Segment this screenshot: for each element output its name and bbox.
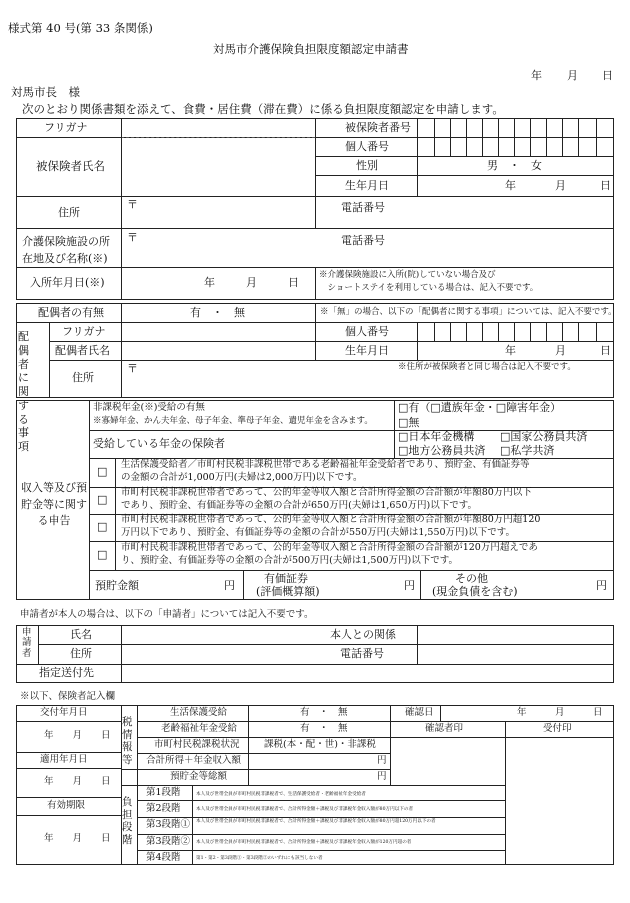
spouse-address-label: 住所	[72, 371, 94, 384]
has-pension-checkbox[interactable]: □有（□遺族年金・□障害年金）	[398, 401, 562, 414]
addressee: 対馬市長 様	[11, 85, 80, 99]
gender-options[interactable]: 男 ・ 女	[487, 159, 542, 172]
income-option-4-checkbox[interactable]: □	[97, 548, 108, 561]
insurer-national-civil-checkbox[interactable]: □国家公務員共済	[500, 430, 588, 443]
stage-3b-desc: 本人及び世帯全員が市町村民税非課税者で、合計所得金額＋課税及び非課税年金収入額が120万円超の者	[196, 840, 412, 845]
phone-field[interactable]	[420, 199, 610, 225]
income-option-2-line1: 市町村民税非課税世帯者であって、公的年金等収入額と合計所得金額の合計額が年額80万円以下	[121, 487, 532, 498]
insured-number-label: 被保険者番号	[345, 121, 411, 134]
agent-address-label: 住所	[70, 647, 92, 660]
insurer-japan-pension-checkbox[interactable]: □日本年金機構	[398, 430, 475, 443]
spouse-existence-label: 配偶者の有無	[38, 306, 104, 319]
header-month: 月	[567, 69, 578, 82]
stage-side-label: 負担段階	[122, 796, 133, 846]
pension-insurer-label: 受給している年金の保険者	[93, 437, 225, 450]
phone-label: 電話番号	[341, 201, 385, 214]
stage-2-name: 第2段階	[146, 803, 181, 814]
applicant-furigana-field[interactable]	[123, 120, 313, 135]
stage-3a-name: 第3段階①	[146, 819, 191, 830]
facility-phone-label: 電話番号	[341, 234, 385, 247]
income-option-2-checkbox[interactable]: □	[97, 493, 108, 506]
spouse-note: ※「無」の場合、以下の「配偶者に関する事項」については、記入不要です。	[320, 307, 617, 317]
spouse-birth-label: 生年月日	[345, 344, 389, 357]
pension-income-yen: 円	[377, 755, 387, 766]
other-label-2: (現金負債を含む)	[432, 585, 518, 598]
spouse-birth-year: 年	[505, 344, 516, 357]
no-pension-checkbox[interactable]: □無	[398, 416, 420, 429]
applicant-name-label: 被保険者氏名	[36, 159, 105, 173]
facility-address-field[interactable]	[140, 231, 312, 264]
confirmer-seal-label: 確認者印	[425, 723, 464, 734]
savings-label: 預貯金額	[95, 579, 139, 592]
valid-period-label: 有効期限	[47, 800, 86, 811]
admission-year: 年	[204, 276, 215, 289]
personal-number-label: 個人番号	[345, 140, 389, 153]
spouse-birth-day: 日	[600, 344, 611, 357]
facility-postal-mark: 〒	[127, 231, 138, 244]
stage-3a-desc: 本人及び世帯全員が市町村民税非課税者で、合計所得金額＋課税及び非課税年金収入額が80万円超120万円以下の者	[196, 819, 436, 824]
delivery-date-label: 交付年月日	[40, 707, 88, 718]
income-option-3-line2: 万円以下であり、預貯金、有価証券等の金額の合計が550万円(夫婦は1,550万円)以下です。	[121, 527, 515, 538]
insurer-local-civil-checkbox[interactable]: □地方公務員共済	[398, 444, 486, 457]
postal-mark: 〒	[127, 198, 138, 211]
income-option-1-checkbox[interactable]: □	[97, 465, 108, 478]
stage-3b-name: 第3段階②	[146, 836, 191, 847]
spouse-name-label: 配偶者氏名	[55, 344, 110, 357]
securities-label-1: 有価証券	[264, 572, 308, 585]
spouse-postal-mark: 〒	[127, 362, 138, 375]
income-option-3-checkbox[interactable]: □	[97, 520, 108, 533]
address-field[interactable]	[140, 199, 312, 225]
agent-relation-label: 本人との関係	[330, 628, 396, 641]
income-option-3-line1: 市町村民税非課税世帯者であって、公的年金等収入額と合計所得金額の合計額が年額80万円超120	[121, 514, 541, 525]
spouse-existence-options[interactable]: 有 ・ 無	[190, 306, 245, 319]
income-option-1-line2: の金額の合計が1,000万円(夫婦は2,000万円)以下です。	[121, 472, 363, 483]
securities-label-2: (評価概算額)	[256, 585, 320, 598]
securities-yen: 円	[404, 579, 415, 592]
spouse-birth-month: 月	[555, 344, 566, 357]
stage-2-desc: 本人及び世帯全員が市町村民税非課税者で、合計所得金額＋課税及び非課税年金収入額が80万円以下の者	[196, 807, 414, 812]
header-day: 日	[602, 69, 613, 82]
applicant-furigana-label: フリガナ	[44, 121, 88, 134]
stage-4-name: 第4段階	[146, 852, 181, 863]
income-option-2-line2: であり、預貯金、有価証券等の金額の合計が650万円(夫婦は1,650万円)以下です。	[121, 500, 477, 511]
stage-1-name: 第1段階	[146, 787, 181, 798]
income-option-1-line1: 生活保護受給者／市町村民税非課税世帯である老齢福祉年金受給者であり、預貯金、有価証券等	[121, 459, 530, 470]
nontax-pension-note: ※寡婦年金、かん夫年金、母子年金、準母子年金、遺児年金を含みます。	[93, 416, 373, 426]
insurer-section-label: ※以下、保険者記入欄	[20, 691, 116, 702]
birth-day: 日	[600, 179, 611, 192]
page-title: 対馬市介護保険負担限度額認定申請書	[213, 42, 409, 56]
nontax-pension-title: 非課税年金(※)受給の有無	[93, 402, 205, 413]
agent-note: 申請者が本人の場合は、以下の「申請者」については記入不要です。	[20, 609, 314, 620]
tax-status-label: 市町村民税課税状況	[154, 739, 240, 750]
admission-day: 日	[288, 276, 299, 289]
stage-1-desc: 本人及び世帯全員が市町村民税非課税者で、生活保護受給者・老齢福祉年金受給者	[196, 792, 366, 797]
birth-month: 月	[555, 179, 566, 192]
gender-label: 性別	[356, 159, 378, 172]
income-option-4-line1: 市町村民税非課税世帯者であって、公的年金等収入額と合計所得金額の合計額が120万円超えであ	[121, 542, 538, 553]
welfare-label: 生活保護受給	[170, 707, 228, 718]
birth-year: 年	[505, 179, 516, 192]
facility-note-line1: ※介護保険施設に入所(院)していない場合及び	[319, 270, 496, 280]
tax-status-value: 課税(本・配・世)・非課税	[264, 739, 376, 750]
agent-name-label: 氏名	[70, 628, 92, 641]
receiver-seal-label: 受付印	[543, 723, 572, 734]
header-year: 年	[531, 69, 542, 82]
income-option-4-line2: り、預貯金、有価証券等の金額の合計が500万円(夫婦は1,500万円)以下です。	[121, 555, 458, 566]
other-label-1: その他	[455, 572, 488, 585]
effective-ymd: 年 月 日	[44, 776, 111, 787]
oldage-pension-label: 老齢福祉年金受給	[161, 723, 238, 734]
stage-4-desc: 第1・第2・第3段階①・第3段階②のいずれにも該当しない者	[196, 856, 323, 861]
confirm-ymd: 年 月 日	[517, 707, 603, 718]
address-label: 住所	[58, 206, 80, 219]
income-side-label: 収入等及び預貯金等に関する申告	[21, 481, 87, 527]
destination-label: 指定送付先	[39, 666, 94, 679]
facility-note-line2: ショートステイを利用している場合は、記入不要です。	[319, 283, 539, 293]
spouse-side-label: 配偶者に関する事項	[18, 330, 29, 453]
confirm-date-label: 確認日	[405, 707, 434, 718]
valid-period-ymd: 年 月 日	[44, 833, 111, 844]
applicant-name-field[interactable]	[123, 140, 313, 194]
effective-date-label: 適用年月日	[40, 754, 88, 765]
agent-phone-label: 電話番号	[340, 647, 384, 660]
intro-text: 次のとおり関係書類を添えて、食費・居住費（滞在費）に係る負担限度額認定を申請します。	[22, 102, 504, 116]
welfare-options[interactable]: 有 ・ 無	[300, 707, 348, 718]
admission-date-label: 入所年月日(※)	[30, 276, 105, 289]
tax-info-side-label: 税情報等	[122, 716, 133, 766]
savings-total-yen: 円	[377, 771, 387, 782]
spouse-furigana-label: フリガナ	[62, 325, 106, 338]
savings-total-label: 預貯金等総額	[170, 771, 228, 782]
spouse-address-note: ※住所が被保険者と同じ場合は記入不要です。	[398, 362, 576, 372]
facility-address-label: 介護保険施設の所在地及び名称(※)	[22, 235, 110, 265]
spouse-personal-number-label: 個人番号	[345, 325, 389, 338]
admission-month: 月	[246, 276, 257, 289]
other-yen: 円	[596, 579, 607, 592]
insurer-private-school-checkbox[interactable]: □私学共済	[500, 444, 555, 457]
agent-side-label: 申請者	[22, 627, 32, 659]
birth-date-label: 生年月日	[345, 179, 389, 192]
pension-income-label: 合計所得＋年金収入額	[146, 755, 242, 766]
savings-yen: 円	[224, 579, 235, 592]
delivery-ymd: 年 月 日	[44, 730, 111, 741]
oldage-pension-options[interactable]: 有 ・ 無	[300, 723, 348, 734]
form-number: 様式第 40 号(第 33 条関係)	[8, 21, 153, 35]
